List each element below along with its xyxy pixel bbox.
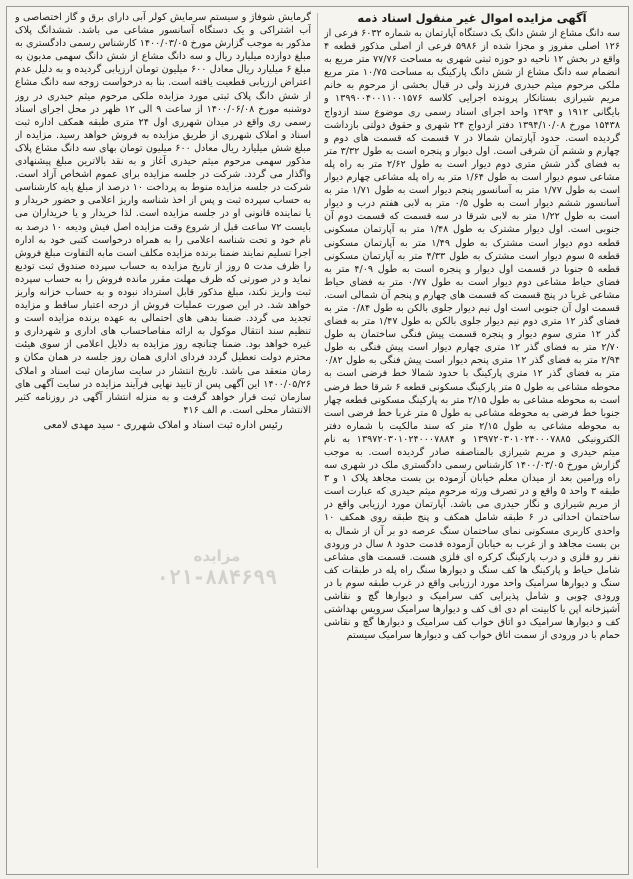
notice-body-left: گرمایش شوفاژ و سیستم سرمایش کولر آبی دارای برق و گاز اختصاصی و آب اشتراکی و یک دستگاه آسانسور مشاعی می باشد. ششدانگ پلاک مذکور به موجب گزارش مورخ ۱۴۰۰/۰۳/۰۵ کارشناس رسمی دادگستری به مبلغ دوازده میلیارد ریال و سه دانگ مشاع از شش دانگ سهمی مدیون به مبلغ ۶ میلیارد ریال معادل ۶۰۰ میلیون تومان ارزیابی گردیده و به دلیل عدم اعتراض ارزیابی قطعیت یافته است. بنا به درخواست زوجه سه دانگ مشاع از شش دانگ پلاک ثبتی مورد مزایده ملکی مرحوم میثم حیدری در روز دوشنبه مورخ ۱۴۰۰/۰۶/۰۸ از ساعت ۹ الی ۱۲ ظهر در محل اجرای اسناد رسمی ری واقع در میدان شهرری اول ۲۴ متری طبقه همکف اداره ثبت اسناد و املاک شهرری از طریق مزایده به فروش خواهد رسید. مزایده از مبلغ شش میلیارد ریال معادل ۶۰۰ میلیون تومان بهای سه دانگ مشاع پلاک مذکور سهمی مرحوم میثم حیدری آغاز و به نقد بالاترین مبلغ پیشنهادی واگذار می گردد. شرکت در جلسه مزایده برای عموم اشخاص آزاد است. شرکت در جلسه مزایده منوط به پرداخت ۱۰ درصد از مبلغ پایه کارشناسی به حساب سپرده ثبت و پس از اخذ شناسه واریز اعلامی و حضور خریدار و یا نماینده قانونی او در جلسه مزایده است. لذا خریدار و یا خریداران می بایست ۷۲ ساعت قبل از شروع وقت مزایده اصل فیش ودیعه ۱۰ درصد به نام خود و تحت شناسه اعلامی را به همراه درخواست کتبی خود به اداره اجرا تسلیم نمایند ضمنا برنده مزایده مکلف است مابه التفاوت مبلغ فروش را ظرف مدت ۵ روز از تاریخ مزایده به حساب سپرده صندوق ثبت تودیع نماید و در صورتی که ظرف مهلت مقرر مانده فروش را به حساب سپرده ثبت واریز نکند، مبلغ مذکور قابل استرداد نبوده و به حساب خزانه واریز خواهد شد. در این صورت عملیات فروش از درجه اعتبار ساقط و مزایده تجدید می گردد. ضمنا بدهی های احتمالی به عهده برنده مزایده است و تنظیم سند انتقال موکول به ارائه مفاصاحساب های اداری و شهرداری و غیره خواهد بود. ضمنا چنانچه روز مزایده به دلایل اعلامی از سوی هیئت محترم دولت تعطیل گردد فردای اداری همان روز جلسه در همان مکان و زمان منعقد می باشد. تاریخ انتشار در سایت سازمان ثبت اسناد و املاک ۱۴۰۰/۰۵/۲۶ این آگهی پس از تایید نهایی فرآیند مزایده در سایت آگهی های سازمان ثبت قرار خواهد گرفت و به منزله انتشار آگهی در روزنامه کثیر الانتشار محلی است. م الف ۴۱۶ — [15, 12, 311, 416]
notice-left-column — [15, 11, 311, 870]
notice-body-right: سه دانگ مشاع از شش دانگ یک دستگاه آپارتمان به شماره ۶۰۳۲ فرعی از ۱۲۶ اصلی مفروز و مجزا شده از ۵۹۸۶ فرعی از اصلی مذکور قطعه ۴ واقع در بخش ۱۲ ناحیه دو حوزه ثبتی شهری به مساحت ۷۷/۷۶ متر مربع به انضمام سه دانگ مشاع از شش دانگ پارکینگ به مساحت ۱۰/۷۵ متر مربع ملکی مرحوم میثم حیدری فرزند ولی در قبال بخشی از مرحوم به خانم مریم شیرازی بستانکار پرونده اجرایی کلاسه ۱۳۹۹۰۰۴۰۰۱۱۰۰۱۵۷۶ و بایگانی ۱۹۱۲ و ۱۳۹۴ واحد اجرای اسناد رسمی ری موضوع سند ازدواج ۱۵۴۳۸ مورخ ۱۳۹۴/۱۰/۰۸ دفتر ازدواج ۲۴ شهری و حقوق دولتی بازداشت گردیده است. حدود آپارتمان شمالا در ۷ قسمت که قسمت های دوم و چهارم و ششم آن شرقی است. اول دیوار و پنجره است به طول ۳/۳۲ متر به فضای گذر شش متری دوم دیوار است به طول ۲/۶۲ متر به راه پله مشاعی سوم دیوار است به طول ۱/۶۴ متر به راه پله مشاعی چهارم دیوار است به طول ۱/۷۷ متر به آسانسور پنجم دیوار است به طول ۱/۷۱ متر به آسانسور ششم دیوار است به طول ۰/۵ متر به لابی هفتم درب و دیوار است به طول ۱/۲۲ متر به لابی شرقا در سه قسمت که قسمت دوم آن جنوبی است. اول دیوار مشترک به طول ۱/۴۸ متر به آپارتمان مسکونی قطعه دوم دیوار است مشترک به طول ۱/۴۹ متر به آپارتمان مسکونی قطعه ۵ سوم دیوار است مشترک به طول ۴/۳۳ متر به آپارتمان مسکونی قطعه ۵ جنوبا در قسمت اول دیوار و پنجره است به طول ۴/۰۹ متر به فضای حیاط مشاعی دوم دیوار است به طول ۰/۷۷ متر به فضای حیاط مشاعی غربا در پنج قسمت که قسمت های چهارم و پنجم آن شمالی است. قسمت اول آن جنوبی است اول نیم دیوار جلوی بالکن به طول ۰/۸۴ متر به فضای گذر ۱۲ متری دوم نیم دیوار جلوی بالکن به طول ۱/۴۷ متر به فضای گذر ۱۲ متری سوم دیوار و پنجره قسمت پیش فنگی ساختمان به طول ۲/۷۰ متر به فضای گذر ۱۲ متری چهارم دیوار است پیش فنگی به طول ۲/۹۴ متر به فضای گذر ۱۲ متری پنجم دیوار است پیش فنگی به طول ۰/۸۲ متر به فضای گذر ۱۲ متری پارکینگ با حدود شمالا خط فرضی است به محوطه مشاعی به طول ۵ متر پارکینگ مسکونی قطعه ۶ شرقا خط فرضی است به محوطه مشاعی به طول ۲/۱۵ متر به پارکینگ مسکونی قطعه چهار جنوبا خط فرضی به محوطه مشاعی به طول ۵ متر غربا خط فرضی است به محوطه مشاعی به طول ۲/۱۵ متر که سند مالکیت با شماره دفتر الکترونیکی ۱۳۹۷۲۰۳۰۱۰۲۴۰۰۰۷۸۸۵ و ۱۳۹۷۲۰۳۰۱۰۲۴۰۰۰۷۸۸۴ به نام میثم حیدری و مریم شیرازی بالمناصفه صادر گردیده است. به موجب گزارش مورخ ۱۴۰۰/۰۳/۰۵ کارشناس رسمی دادگستری ملک در شهری سه راه ورامین بعد از میدان معلم خیابان آزموده بن بست مجاهد پلاک ۱ و ۳ طبقه ۳ واحد ۵ واقع و در تصرف ورثه مرحوم میثم حیدری که عبارت است از مریم شیرازی و نگار حیدری می باشد. آپارتمان مورد ارزیابی واقع در ساختمان احداثی در ۶ طبقه شامل همکف و پنج طبقه روی همکف ۱۰ واحدی کاربری مسکونی نمای ساختمان سنگ عرصه دو بر آن از شمال به بن بست مجاهد و از غرب به خیابان آزموده قدمت حدود ۸ سال در ورودی نفر رو فلزی و درب پارکینگ کرکره ای فلزی هست. قسمت های مشاعی شامل حیاط و پارکینگ ها کف سنگ و دیوارها سنگ راه پله در طبقات کف سنگ و دیوارها سرامیک واحد مورد ارزیابی واقع در غرب طبقه سوم با در ورودی چوبی و شامل پذیرایی کف سرامیک و دیوارها گچ و نقاشی آشپزخانه اپن با کابینت ام دی اف کف و دیوارها سرامیک سرویس بهداشتی کف و دیوارها سرامیک دو اتاق خواب کف سرامیک و دیوارها گچ و نقاشی حمام با در ورودی از سمت اتاق خواب کف و دیوارها سرامیک سیستم — [324, 28, 620, 642]
newspaper-page — [6, 6, 629, 875]
watermark-phone: ۰۲۱-۸۸۴۶۹۹ — [156, 565, 278, 589]
notice-right-column — [324, 11, 620, 870]
notice-title: آگهی مزایده اموال غیر منقول اسناد ذمه — [357, 11, 587, 25]
notice-signature: رئیس اداره ثبت اسناد و املاک شهرری - سید مهدی لامعی — [43, 419, 283, 431]
column-divider — [317, 13, 318, 868]
watermark-name: مزایده — [193, 547, 241, 565]
